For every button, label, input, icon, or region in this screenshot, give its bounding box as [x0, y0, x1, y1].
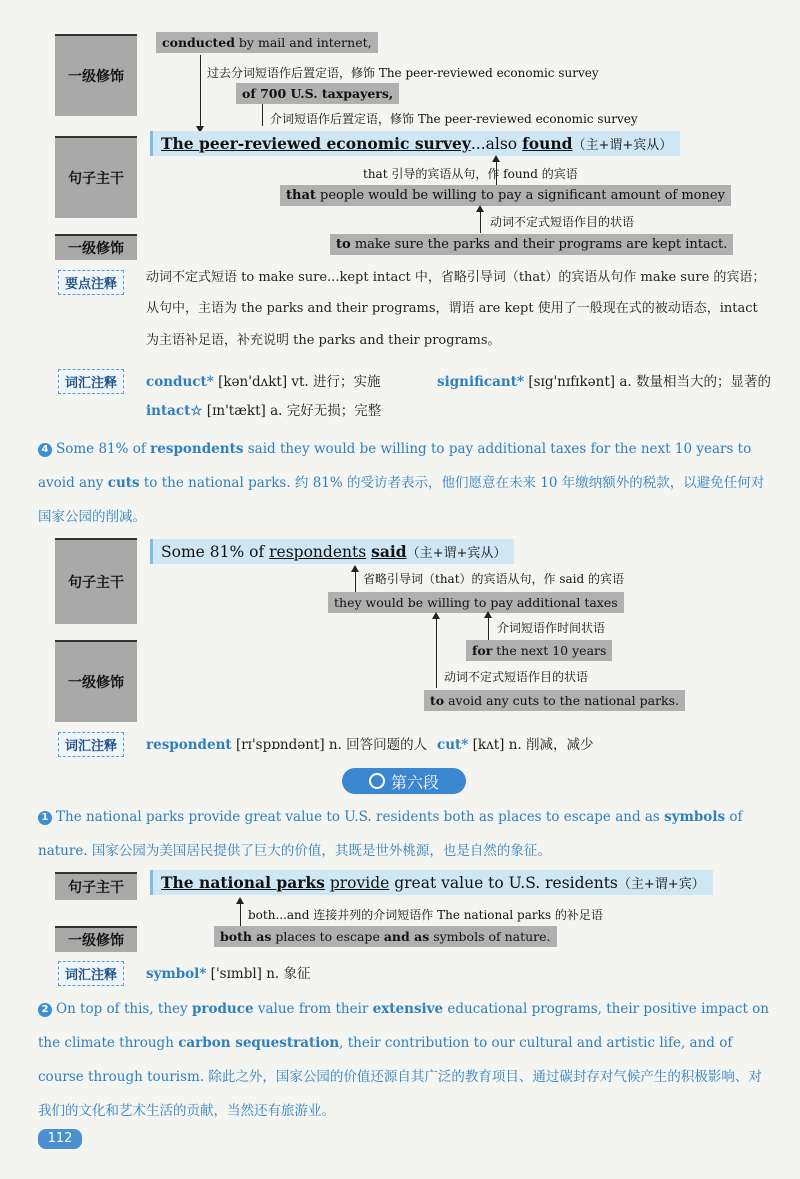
connector-line	[436, 616, 437, 688]
main-verb: said	[371, 542, 407, 561]
vocab-def: [rɪ'spɒndənt] n. 回答问题的人	[235, 737, 428, 753]
search-icon	[369, 773, 385, 789]
vocab-word: respondent	[146, 737, 232, 753]
note-both-and: both...and 连接并列的介词短语作 The national parks 的补足语	[248, 908, 603, 922]
para-text: , their contribution to our cultural and artistic life, and of course through tourism. 除此之外，国家公园的价值还源自其广泛的教育项目、通过碳封存对气候产生的积极影响、对我们的文化和艺术生活的贡献，当然还有旅游业。	[38, 1035, 762, 1119]
label-first-modifier-3: 一级修饰	[55, 640, 137, 722]
note-purpose-adverbial: 动词不定式短语作目的状语	[444, 670, 589, 684]
main-clause-2	[150, 539, 514, 564]
arrow-up-icon	[432, 612, 440, 619]
vocab-def: [ɪn'tækt] a. 完好无损；完整	[206, 403, 382, 419]
vocab-respondent	[146, 733, 427, 753]
connector-line	[200, 55, 201, 127]
main-verb: found	[522, 134, 573, 153]
vocab-word: significant*	[437, 374, 525, 390]
vocab-symbol	[146, 962, 311, 982]
vocab-intact	[146, 399, 381, 419]
label-first-modifier: 一级修饰	[55, 34, 137, 116]
main-subject: The peer-reviewed economic survey	[161, 134, 471, 153]
main-text: great value to U.S. residents	[389, 874, 618, 892]
vocab-word: conduct*	[146, 374, 214, 390]
vocab-def: [sɪg'nɪfɪkənt] a. 数量相当大的；显著的	[528, 374, 771, 390]
connector-line	[496, 160, 497, 188]
section-header	[342, 768, 466, 794]
of-taxpayers-box	[236, 83, 399, 104]
para-text: educational programs, their positive impact on the climate through	[38, 1001, 769, 1051]
notes-line-1: 动词不定式短语 to make sure...kept intact 中，省略引导词（that）的宾语从句作 make sure 的宾语；	[146, 270, 766, 285]
tag-key-notes: 要点注释	[58, 270, 124, 295]
paragraph-6-2	[38, 992, 773, 1128]
vocab-def: ['sɪmbl] n. 象征	[210, 966, 311, 982]
main-mid: ...also	[470, 135, 518, 153]
that-clause-box: that people would be willing to pay a significant amount of money	[280, 185, 731, 206]
para-text: The national parks provide great value to U.S. residents both as places to escape and as	[56, 809, 665, 825]
mod-conducted-box: conducted by mail and internet,	[156, 32, 378, 53]
arrow-up-icon	[492, 155, 500, 162]
to-avoid-box: to avoid any cuts to the national parks.	[424, 690, 685, 711]
para-text: Some 81% of	[56, 441, 151, 457]
notes-line-3: 为主语补足语，补充说明 the parks and their programs。	[146, 333, 501, 348]
for-next-box: for the next 10 years	[466, 640, 612, 661]
para-bold: carbon sequestration	[178, 1035, 340, 1051]
vocab-word: symbol*	[146, 966, 207, 982]
main-subject: The national parks	[161, 873, 325, 892]
main-tag: （主+谓+宾从）	[572, 138, 673, 153]
label-main-clause-2: 句子主干	[55, 538, 137, 624]
vocab-def: [kʌt] n. 削减，减少	[472, 737, 594, 753]
main-tag: （主+谓+宾从）	[406, 546, 507, 561]
note-time-adverbial: 介词短语作时间状语	[497, 621, 606, 635]
arrow-up-icon	[484, 611, 492, 618]
note-infinitive: 动词不定式短语作目的状语	[490, 215, 635, 229]
note-prep-phrase: 介词短语作后置定语，修饰 The peer-reviewed economic survey	[270, 112, 638, 126]
note-past-participle: 过去分词短语作后置定语，修饰 The peer-reviewed economic survey	[207, 66, 599, 80]
main-verb: provide	[329, 874, 390, 892]
main-subject: respondents	[269, 543, 367, 561]
label-first-modifier-4: 一级修饰	[55, 926, 137, 952]
sentence-number: 1	[38, 811, 52, 825]
tag-vocab-3: 词汇注释	[58, 961, 124, 986]
vocab-def: [kən'dʌkt] vt. 进行；实施	[218, 374, 381, 390]
para-bold: cuts	[107, 475, 140, 491]
main-tag: （主+谓+宾）	[617, 877, 705, 892]
tag-vocab-2: 词汇注释	[58, 732, 124, 757]
arrow-up-icon	[351, 565, 359, 572]
to-make-sure-box: to make sure the parks and their programs are kept intact.	[330, 234, 733, 255]
connector-line	[262, 104, 263, 126]
note-omitted-that: 省略引导词（that）的宾语从句，作 said 的宾语	[363, 572, 624, 586]
main-clause-1	[150, 131, 680, 156]
section-title: 第六段	[390, 772, 439, 792]
notes-line-2: 从句中，主语为 the parks and their programs，谓语 are kept 使用了一般现在式的被动语态，intact	[146, 301, 758, 316]
arrow-up-icon	[236, 897, 244, 904]
label-first-modifier-2: 一级修饰	[55, 234, 137, 260]
para-bold: symbols	[664, 809, 726, 825]
sentence-number: 2	[38, 1003, 52, 1017]
para-bold: extensive	[372, 1001, 444, 1017]
para-text: said they would be willing to pay additional taxes for the next 10 years to avoid any	[38, 441, 752, 491]
both-as-box: both as places to escape and as symbols of nature.	[214, 926, 557, 947]
arrow-up-icon	[476, 205, 484, 212]
vocab-word: cut*	[437, 737, 469, 753]
vocab-cut	[437, 733, 593, 753]
para-text: of nature. 国家公园为美国居民提供了巨大的价值，其既是世外桃源，也是自然的象征。	[38, 809, 743, 859]
paragraph-4	[38, 432, 773, 534]
page-number: 112	[38, 1129, 82, 1149]
label-main-clause-3: 句子主干	[55, 872, 137, 900]
para-text: to the national parks. 约 81% 的受访者表示，他们愿意在未来 10 年缴纳额外的税款，以避免任何对国家公园的削减。	[38, 475, 765, 525]
para-bold: produce	[191, 1001, 254, 1017]
paragraph-6-1	[38, 800, 773, 868]
main-text: Some 81% of	[161, 543, 270, 561]
label-main-clause: 句子主干	[55, 136, 137, 218]
they-would-box: they would be willing to pay additional taxes	[328, 592, 624, 613]
para-text: value from their	[253, 1001, 373, 1017]
para-text: On top of this, they	[56, 1001, 192, 1017]
vocab-word: intact☆	[146, 403, 203, 419]
para-bold: respondents	[150, 441, 244, 457]
vocab-significant	[437, 370, 771, 390]
tag-vocab-1: 词汇注释	[58, 369, 124, 394]
main-clause-3	[150, 870, 713, 895]
vocab-conduct	[146, 370, 381, 390]
note-that-clause: that 引导的宾语从句，作 found 的宾语	[363, 167, 578, 181]
of-taxpayers-text: of 700 U.S. taxpayers,	[242, 86, 394, 101]
sentence-number: 4	[38, 443, 52, 457]
